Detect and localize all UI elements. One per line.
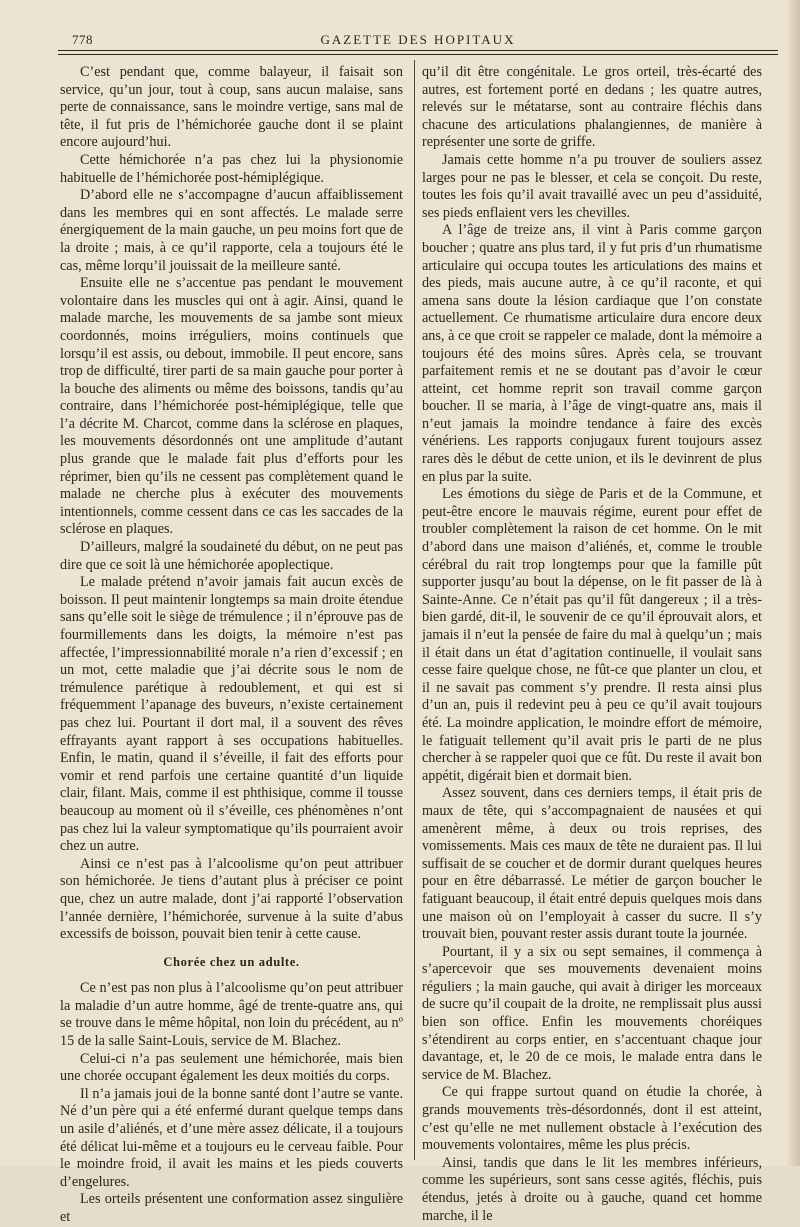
right-column <box>422 64 762 1225</box>
page-header <box>58 30 778 50</box>
header-rule-thin <box>58 54 778 55</box>
section-heading: Chorée chez un adulte. <box>163 954 300 969</box>
paragraph: qu’il dit être congénitale. Le gros orteil, très-écarté des autres, est fortement porté en dedans ; les quatre autres, relevés sur le métatarse, sont au contraire fléchis dans chacune des articulations phalangiennes, de manière à représenter une sorte de griffe. <box>422 64 762 151</box>
column-divider <box>414 60 415 1160</box>
paragraph: Ce qui frappe surtout quand on étudie la chorée, à grands mouvements très-désordonnés, dont il est atteint, c’est qu’elle ne met nullement obstacle à l’exécution des mouvements volontaires, même les plus précis. <box>422 1084 762 1154</box>
left-column <box>60 64 403 1227</box>
paragraph: Jamais cette homme n’a pu trouver de souliers assez larges pour ne pas le blesser, et cela se conçoit. Du reste, toutes les fois qu’il avait travaillé avec un peu d’assiduité, ses pieds enflaient vers les chevilles. <box>422 151 762 221</box>
paragraph: D’abord elle ne s’accompagne d’aucun affaiblissement dans les membres qui en sont affectés. Le malade serre énergiquement de la main gauche, un peu moins fort que de la droite ; mais, à ce qu’il rapporte, cela a toujours été le cas, même lorqu’il jouissait de la meilleure santé. <box>60 187 403 274</box>
paragraph: Il n’a jamais joui de la bonne santé dont l’autre se vante. Né d’un père qui a été enfermé durant quelque temps dans un asile d’aliénés, et d’une mère assez délicate, il a toujours été délicat lui-même et a toujours eu le cerveau faible. Pour le moindre froid, il avait les mains et les pieds couverts d’engelures. <box>60 1085 403 1190</box>
paragraph: Ce n’est pas non plus à l’alcoolisme qu’on peut attribuer la maladie d’un autre homme, âgé de trente-quatre ans, qui se trouve dans le même hôpital, non loin du précédent, au nº 15 de la salle Saint-Louis, service de M. Blachez. <box>60 980 403 1050</box>
paragraph: Ainsi, tandis que dans le lit les membres inférieurs, comme les supérieurs, sont sans cesse agités, fléchis, puis étendus, jetés à droite ou à gauche, quand cet homme marche, il le <box>422 1154 762 1224</box>
paragraph: Les orteils présentent une conformation assez singulière et <box>60 1191 403 1225</box>
paragraph: Ainsi ce n’est pas à l’alcoolisme qu’on peut attribuer son hémichorée. Je tiens d’autant plus à préciser ce point que, chez un autre malade, dont j’ai rapporté l’observation l’année dernière, l’hémichorée, survenue à la suite d’abus excessifs de boisson, pouvait bien tenir à cette cause. <box>60 855 403 943</box>
paragraph: Cette hémichorée n’a pas chez lui la physionomie habituelle de l’hémichorée post-hémiplégique. <box>60 151 403 186</box>
paragraph: C’est pendant que, comme balayeur, il faisait son service, qu’un jour, tout à coup, sans aucun malaise, sans perte de connaissance, sans le moindre vertige, sans mal de tête, il fut pris de l’hémichorée gauche dont il se plaint encore aujourd’hui. <box>60 64 403 151</box>
paragraph: Le malade prétend n’avoir jamais fait aucun excès de boisson. Il peut maintenir longtemps sa main droite étendue sans qu’elle soit le siège de trémulence ; il n’éprouve pas de fourmillements dans les doigts, la mémoire n’est pas affectée, l’impressionnabilité morale n’a rien d’excessif ; en un mot, cette maladie que j’ai décrite sous le nom de trémulence parétique à redoublement, et qui est si fréquemment l’apanage des buveurs, n’existe certainement pas chez lui. Pourtant il dort mal, il a souvent des rêves effrayants ayant rapport à ses occupations habituelles. Enfin, le matin, quand il s’éveille, il fait des efforts pour vomir et rend parfois une certaine quantité d’un liquide clair, filant. Mais, comme il est phthisique, comme il tousse beaucoup au moment où il s’éveille, ces phénomènes n’ont pas chez lui la valeur symptomatique qu’ils pourraient avoir chez un autre. <box>60 574 403 855</box>
running-title: GAZETTE DES HOPITAUX <box>320 32 516 47</box>
paragraph: Pourtant, il y a six ou sept semaines, il commença à s’apercevoir que ses mouvements devenaient moins réguliers ; la main gauche, qui avait à diriger les morceaux de sucre qu’il coupait de la droite, ne remplissait plus aussi bien son office. Enfin les mouvements choréiques s’étendirent au corps entier, en s’accentuant chaque jour davantage, et, le 20 de ce mois, le malade entra dans le service de M. Blachez. <box>422 943 762 1083</box>
paragraph: Celui-ci n’a pas seulement une hémichorée, mais bien une chorée occupant également les deux moitiés du corps. <box>60 1050 403 1085</box>
paragraph: Ensuite elle ne s’accentue pas pendant le mouvement volontaire dans les muscles qui ont à agir. Ainsi, quand le malade marche, les mouvements de sa jambe sont mieux coordonnés, moins irréguliers, moins continuels que lorsqu’il est assis, ou debout, immobile. Il peut encore, sans trop de difficulté, tirer parti de sa main gauche pour porter à la bouche des aliments ou même des boissons, tandis qu’au contraire, dans l’hémichorée post-hémiplégique, telle que l’a décrite M. Charcot, comme dans la sclérose en plaques, les mouvements désordonnés ont une amplitude d’autant plus grande que le malade fait plus d’efforts pour les réprimer, bien qu’ils ne cessent pas complètement quand le malade ne cherche plus à exécuter des mouvements intentionnels, comme cessent dans ce cas les saccades de la sclérose en plaques. <box>60 275 403 538</box>
page-number: 778 <box>72 32 93 47</box>
header-rule-thick <box>58 50 778 51</box>
paragraph: Assez souvent, dans ces derniers temps, il était pris de maux de tête, qui s’accompagnaient de nausées et qui amenèrent même, à deux ou trois reprises, des vomissements. Mais ces maux de tête ne duraient pas. Il lui suffisait de se coucher et de dormir durant quelques heures pour en être débarrassé. Le métier de garçon boucher le fatiguant beaucoup, il était entré depuis quelques mois dans une maison où on l’employait à casser du sucre. Il s’y trouvait bien, pouvant rester assis durant toute la journée. <box>422 785 762 943</box>
paragraph: D’ailleurs, malgré la soudaineté du début, on ne peut pas dire que ce soit là une hémichorée apoplectique. <box>60 539 403 573</box>
paragraph: A l’âge de treize ans, il vint à Paris comme garçon boucher ; quatre ans plus tard, il y fut pris d’un rhumatisme articulaire qui occupa toutes les articulations des mains et des pieds, mais aucune autre, à ce qu’il raconte, et qui amena sans doute la lésion cardiaque que l’on constate actuellement. Ce rhumatisme articulaire dura encore deux ans, à ce que croit se rappeler ce malade, dont la mémoire a toujours été des moins sûres. Après cela, se trouvant parfaitement remis et ne se doutant pas d’avoir le cœur atteint, cet homme reprit son travail comme garçon boucher. Il se maria, à l’âge de vingt-quatre ans, mais il n’eut jamais la moindre tendance à faire des excès vénériens. Les rapports conjugaux furent toujours assez rares dès le début de cette union, et ils le devinrent de plus en plus par la suite. <box>422 222 762 485</box>
page-edge-shadow <box>786 0 800 1166</box>
paragraph: Les émotions du siège de Paris et de la Commune, et peut-être encore le mauvais régime, eurent pour effet de troubler complètement la raison de cet homme. On le mit d’abord dans une maison d’aliénés, et, comme le trouble cérébral du rait trop longtemps pour que la famille pût supporter jusqu’au bout la dépense, on le fit passer de là à Sainte-Anne. Ce n’était pas qu’il fût dangereux ; il a très-bien gardé, dit-il, le souvenir de ce qu’il éprouvait alors, et jamais il n’eut la pensée de faire du mal à quelqu’un ; mais il était dans un état d’agitation continuelle, il voulait sans cesse faire quelque chose, ne fût-ce que planter un clou, et il ne savait pas comment s’y prendre. Il resta ainsi plus d’un an, puis il redevint peu à peu ce qu’il avait toujours été. La moindre application, le moindre effort de mémoire, le fatiguait tellement qu’il avait pris le parti de ne plus chercher à se rappeler quoi que ce fût. Du reste il avait bon appétit, digérait bien et dormait bien. <box>422 486 762 784</box>
